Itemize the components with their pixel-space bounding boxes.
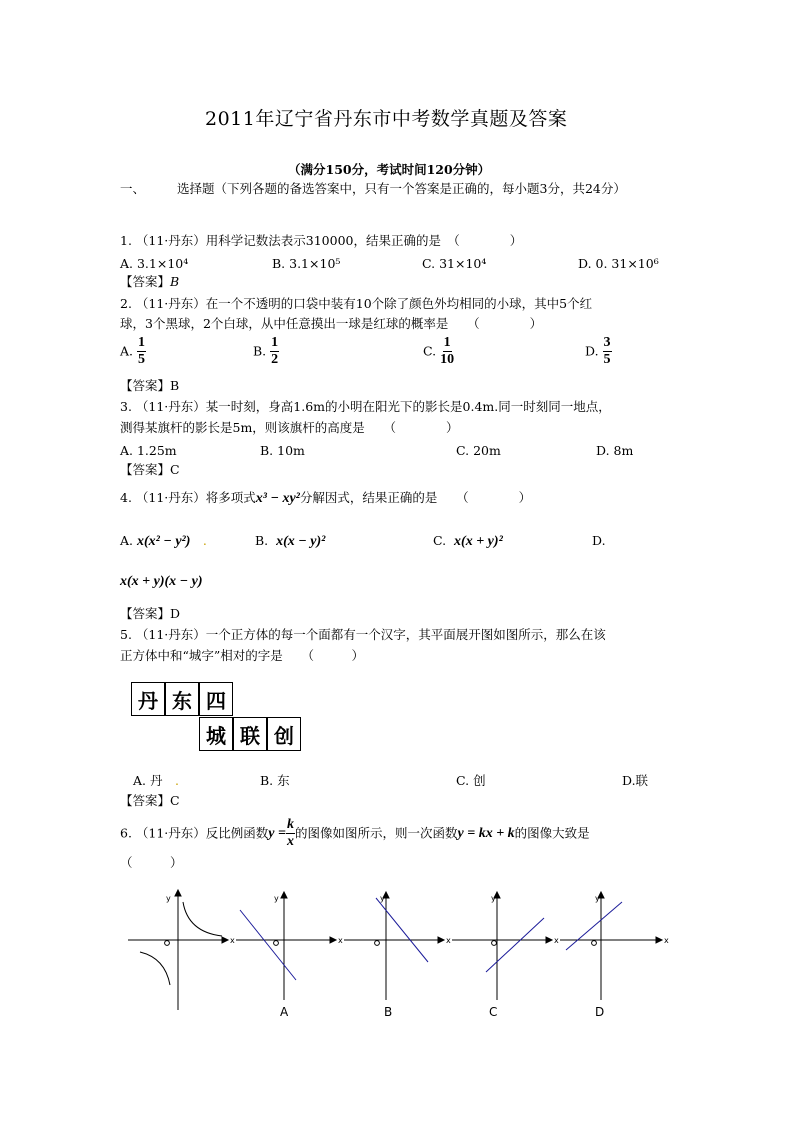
- graph-label-a: A: [280, 1005, 289, 1019]
- q5-line2: 正方体中和“城字”相对的字是 （ ）: [120, 648, 365, 663]
- q5-line1: 5. （11·丹东）一个正方体的每一个面都有一个汉字，其平面展开图如图所示，那么在该: [120, 627, 606, 642]
- q5-option-d: D.联: [622, 773, 649, 788]
- q4-option-a: A. x(x² − y²) .: [120, 533, 207, 549]
- svg-text:y: y: [274, 894, 279, 903]
- q2-line2: 球，3个黑球，2个白球，从中任意摸出一球是红球的概率是 （ ）: [120, 316, 543, 331]
- graph-c: [452, 892, 552, 1000]
- net-cell-si: 四: [199, 682, 233, 716]
- q2-option-a: A. $\frac{1}{5}$: [120, 335, 145, 367]
- line-b: [376, 898, 428, 962]
- q4-option-d-label: D.: [592, 533, 606, 548]
- q1-option-a: A. 3.1×10⁴: [120, 256, 189, 271]
- q2-option-c: C. $\frac{1}{10}$: [423, 335, 455, 367]
- q4-option-d: x(x + y)(x − y): [120, 574, 203, 589]
- section-heading: 选择题（下列各题的备选答案中，只有一个答案是正确的，每小题3分，共24分）: [177, 181, 626, 196]
- hyperbola-branch-1: [183, 902, 222, 936]
- q3-option-b: B. 10m: [260, 443, 305, 458]
- svg-text:y: y: [491, 894, 496, 903]
- q1-option-b: B. 3.1×10⁵: [272, 256, 341, 271]
- page-title: 2011年辽宁省丹东市中考数学真题及答案: [205, 108, 568, 130]
- q2-answer: 【答案】B: [120, 378, 180, 393]
- svg-text:x: x: [554, 936, 559, 945]
- graph-label-d: D: [595, 1005, 605, 1019]
- svg-text:x: x: [664, 936, 669, 945]
- svg-text:y: y: [380, 894, 385, 903]
- net-cell-lian: 联: [233, 717, 267, 751]
- q4-option-c: C. x(x + y)²: [433, 533, 503, 549]
- net-cell-dong: 东: [165, 682, 199, 716]
- fraction-1-5: $\frac{1}{5}$: [138, 335, 145, 367]
- y-axis-arrow: [175, 890, 181, 896]
- q3-option-c: C. 20m: [456, 443, 501, 458]
- q4-option-b: B. x(x − y)²: [255, 533, 326, 549]
- q2-option-d: D. $\frac{3}{5}$: [585, 335, 611, 367]
- linear-function: y = kx + k: [457, 825, 515, 841]
- axis-x-label: x: [230, 936, 235, 945]
- q1-answer: 【答案】B: [120, 274, 180, 289]
- origin-marker: [165, 941, 170, 946]
- axis-y-label: y: [166, 894, 171, 903]
- net-cell-dan: 丹: [131, 682, 165, 716]
- net-cell-chuang: 创: [267, 717, 301, 751]
- net-cell-cheng: 城: [199, 717, 233, 751]
- q2-option-b: B. $\frac{1}{2}$: [253, 335, 279, 367]
- svg-text:y: y: [595, 894, 600, 903]
- q1-text: 1. （11·丹东）用科学记数法表示310000，结果正确的是 （ ）: [120, 233, 523, 248]
- q6-text: 6. （11·丹东）反比例函数y = $\frac{k}{x}$ 的图像如图所示，则一次函数y = kx + k的图像大致是: [120, 817, 590, 849]
- q3-option-d: D. 8m: [596, 443, 634, 458]
- q5-answer: 【答案】C: [120, 793, 180, 808]
- svg-text:x: x: [446, 936, 451, 945]
- graph-b: [344, 892, 444, 1000]
- q3-answer: 【答案】C: [120, 462, 180, 477]
- fraction-1-2: $\frac{1}{2}$: [271, 335, 279, 367]
- q5-option-c: C. 创: [456, 773, 486, 788]
- svg-text:x: x: [338, 936, 343, 945]
- line-d: [566, 902, 622, 950]
- fraction-k-x: $\frac{k}{x}$: [286, 817, 294, 849]
- graph-label-b: B: [384, 1005, 393, 1019]
- q1-option-c: C. 31×10⁴: [422, 256, 487, 271]
- q4-answer: 【答案】D: [120, 606, 181, 621]
- exam-subtitle: （满分150分，考试时间120分钟）: [288, 162, 491, 177]
- fraction-3-5: $\frac{3}{5}$: [603, 335, 611, 367]
- graph-a: [236, 892, 336, 1000]
- graph-d: [560, 892, 662, 1000]
- x-axis-arrow: [222, 937, 228, 943]
- q3-line2: 测得某旗杆的影长是5m，则该旗杆的高度是 （ ）: [120, 420, 459, 435]
- q4-text: 4. （11·丹东）将多项式x³ − xy²分解因式，结果正确的是 （ ）: [120, 490, 532, 506]
- graph-inverse-function: [128, 890, 228, 1010]
- q5-option-b: B. 东: [260, 773, 290, 788]
- q5-option-a: A. 丹 .: [133, 773, 179, 788]
- q2-line1: 2. （11·丹东）在一个不透明的口袋中装有10个除了颜色外均相同的小球，其中5个红: [120, 296, 593, 311]
- q3-line1: 3. （11·丹东）某一时刻，身高1.6m的小明在阳光下的影长是0.4m.同一时刻同一地点，: [120, 399, 611, 414]
- q3-option-a: A. 1.25m: [120, 443, 177, 458]
- section-number: 一、: [120, 181, 146, 196]
- hyperbola-branch-2: [140, 952, 170, 985]
- q1-option-d: D. 0. 31×10⁶: [578, 256, 659, 271]
- graph-label-c: C: [489, 1005, 498, 1019]
- line-a: [240, 910, 296, 980]
- q4-polynomial: x³ − xy²: [255, 491, 300, 506]
- q6-bracket: （ ）: [120, 855, 183, 870]
- fraction-1-10: $\frac{1}{10}$: [440, 335, 455, 367]
